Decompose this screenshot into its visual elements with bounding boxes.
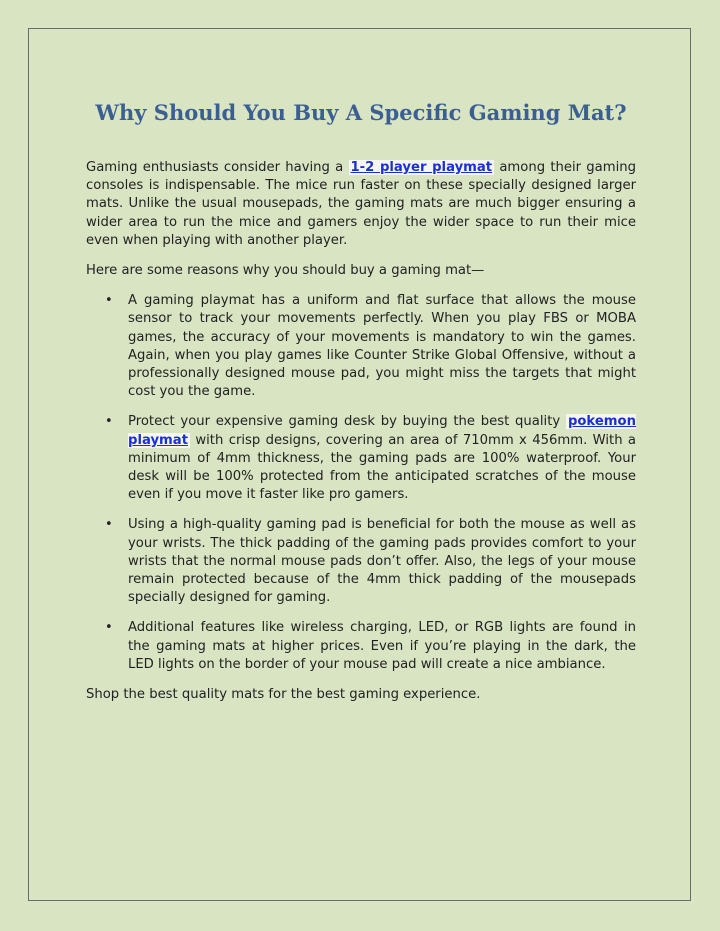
pokemon-playmat-link[interactable]: pokemon playmat [128,414,636,448]
bullet-icon: • [105,517,113,533]
bullet-icon: • [105,414,113,430]
list-item-text: Using a high-quality gaming pad is beneficial for both the mouse as well as your wrists. The thick padding of the gaming pads provides comfort to your wrists that the normal mouse pads don’t offer. Also, the legs of your mouse remain protected because of the 4mm thick padding of the mousepads specially designed for gaming. [128,517,636,606]
document-page [28,28,691,901]
list-item [86,292,636,401]
bullet-icon: • [105,293,113,309]
list-item [86,516,636,607]
bullet-icon: • [105,620,113,636]
document-title: Why Should You Buy A Specific Gaming Mat? [95,100,627,125]
intro-paragraph [86,159,636,250]
reasons-lead: Here are some reasons why you should buy a gaming mat— [86,263,485,279]
list-item [86,619,636,674]
list-item-text-before-link: Protect your expensive gaming desk by buying the best quality [128,414,566,430]
closing-paragraph: Shop the best quality mats for the best gaming experience. [86,687,481,703]
playmat-link[interactable]: 1-2 player playmat [350,160,493,175]
list-item-text: Additional features like wireless charging, LED, or RGB lights are found in the gaming mats at higher prices. Even if you’re playing in the dark, the LED lights on the border of your mouse pad will create a nice ambiance. [128,620,636,672]
list-item-text: A gaming playmat has a uniform and flat surface that allows the mouse sensor to track your movements perfectly. When you play FBS or MOBA games, the accuracy of your movements is mandatory to win the games. Again, when you play games like Counter Strike Global Offensive, without a professionally designed mouse pad, you might miss the targets that might cost you the game. [128,293,636,400]
list-item-text-after-link: with crisp designs, covering an area of 710mm x 456mm. With a minimum of 4mm thickness, the gaming pads are 100% waterproof. Your desk will be 100% protected from the anticipated scratches of the mouse even if you move it faster like pro gamers. [128,432,636,503]
document-content [86,99,636,716]
list-item [86,413,636,504]
intro-text-before-link: Gaming enthusiasts consider having a [86,160,349,175]
reasons-list [86,292,636,674]
intro-text-after-link: among their gaming consoles is indispensable. The mice run faster on these specially designed larger mats. Unlike the usual mousepads, the gaming mats are much bigger ensuring a wider area to run the mice and gamers enjoy the wider space to run their mice even when playing with another player. [86,160,636,248]
